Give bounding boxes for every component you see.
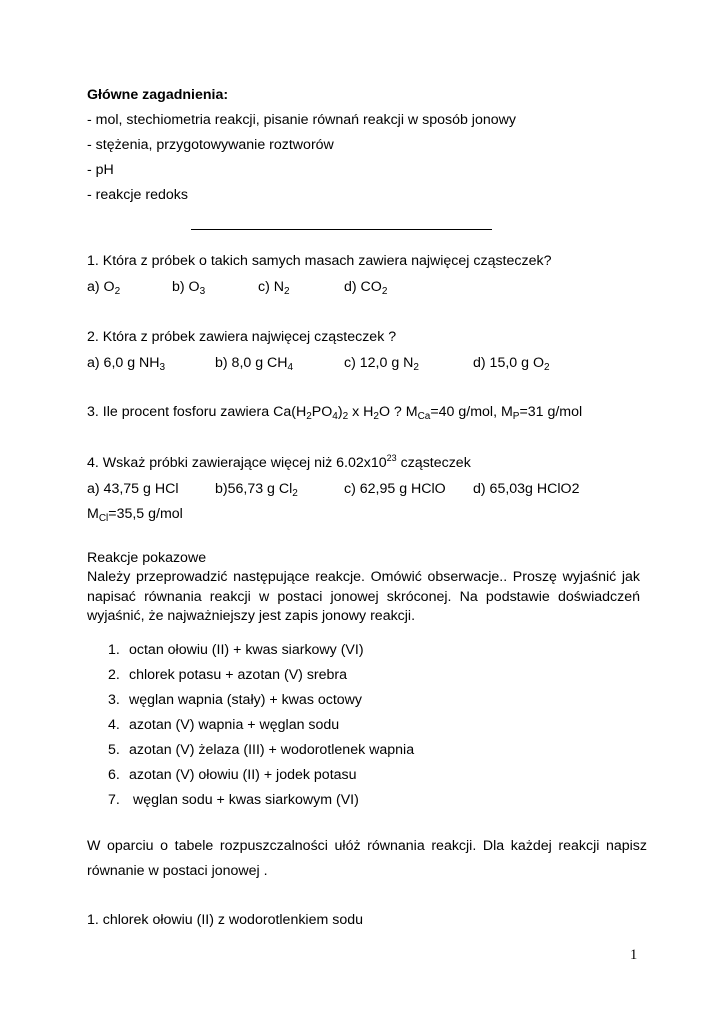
table-task-item: 1. chlorek ołowiu (II) z wodorotlenkiem sodu — [87, 912, 363, 928]
topic-item: - stężenia, przygotowywanie roztworów — [87, 137, 334, 153]
horizontal-rule — [191, 229, 492, 230]
demo-instructions: Należy przeprowadzić następujące reakcje. Omówić obserwacje.. Proszę wyjaśnić jak napisać równania reakcji w postaci jonowej skróconej. Na podstawie doświadczeń wyjaśnić, że najważniejszy jest zapis jonowy reakcji. — [87, 569, 640, 624]
q1-option-c: c) $N_2$ — [258, 279, 290, 297]
list-item: 5. azotan (V) żelaza (III) + wodorotlenek wapnia — [108, 742, 415, 758]
q4-option-a: a) 43,75 g HCl — [87, 481, 179, 497]
topic-item: - reakcje redoks — [87, 187, 188, 203]
question-1: 1. Która z próbek o takich samych masach zawiera najwięcej cząsteczek? — [87, 253, 552, 269]
q2-option-a: a) 6,0 g $NH_3$ — [87, 355, 166, 373]
q2-option-d: d) 15,0 g $O_2$ — [473, 355, 550, 373]
q4-option-c: c) 62,95 g HClO — [344, 481, 446, 497]
page-number: 1 — [630, 947, 638, 963]
q1-option-a: a) $O_2$ — [87, 279, 121, 297]
q1-option-b: b) $O_3$ — [172, 279, 206, 297]
list-item: 6. azotan (V) ołowiu (II) + jodek potasu — [108, 767, 357, 783]
topic-item: - mol, stechiometria reakcji, pisanie równań reakcji w sposób jonowy — [87, 112, 516, 128]
question-2: 2. Która z próbek zawiera najwięcej cząsteczek ? — [87, 329, 397, 345]
q1-option-d: d) $CO_2$ — [344, 279, 388, 297]
q4-option-b: b)56,73 g $Cl_2$ — [215, 481, 298, 499]
demo-heading: Reakcje pokazowe — [87, 550, 207, 566]
list-item: 1. octan ołowiu (II) + kwas siarkowy (VI) — [108, 642, 364, 658]
question-3: 3. Ile procent fosforu zawiera $Ca(H_2PO_4)_2$ x $H_2O$ ? $M_{Ca}=40$ g/mol, $M_P=31$ g/mol — [87, 404, 583, 422]
list-item: 2. chlorek potasu + azotan (V) srebra — [108, 667, 348, 683]
molar-mass-note: $M_{Cl}=35,5$ g/mol — [87, 506, 183, 524]
list-item: 3. węglan wapnia (stały) + kwas octowy — [108, 692, 363, 708]
topic-item: - pH — [87, 162, 114, 178]
list-item: 4. azotan (V) wapnia + węglan sodu — [108, 717, 340, 733]
table-task-instructions: W oparciu o tabele rozpuszczalności ułóż równania reakcji. Dla każdej reakcji napisz równanie w postaci jonowej . — [87, 838, 647, 879]
section-title: Główne zagadnienia: — [87, 87, 229, 103]
list-item: 7. węglan sodu + kwas siarkowym (VI) — [108, 792, 359, 808]
q2-option-c: c) 12,0 g $N_2$ — [344, 355, 419, 373]
q4-option-d: d) 65,03g HClO2 — [473, 481, 580, 497]
question-4: 4. Wskaż próbki zawierające więcej niż $6.02x10^{23}$ cząsteczek — [87, 453, 471, 471]
q2-option-b: b) 8,0 g $CH_4$ — [215, 355, 294, 373]
